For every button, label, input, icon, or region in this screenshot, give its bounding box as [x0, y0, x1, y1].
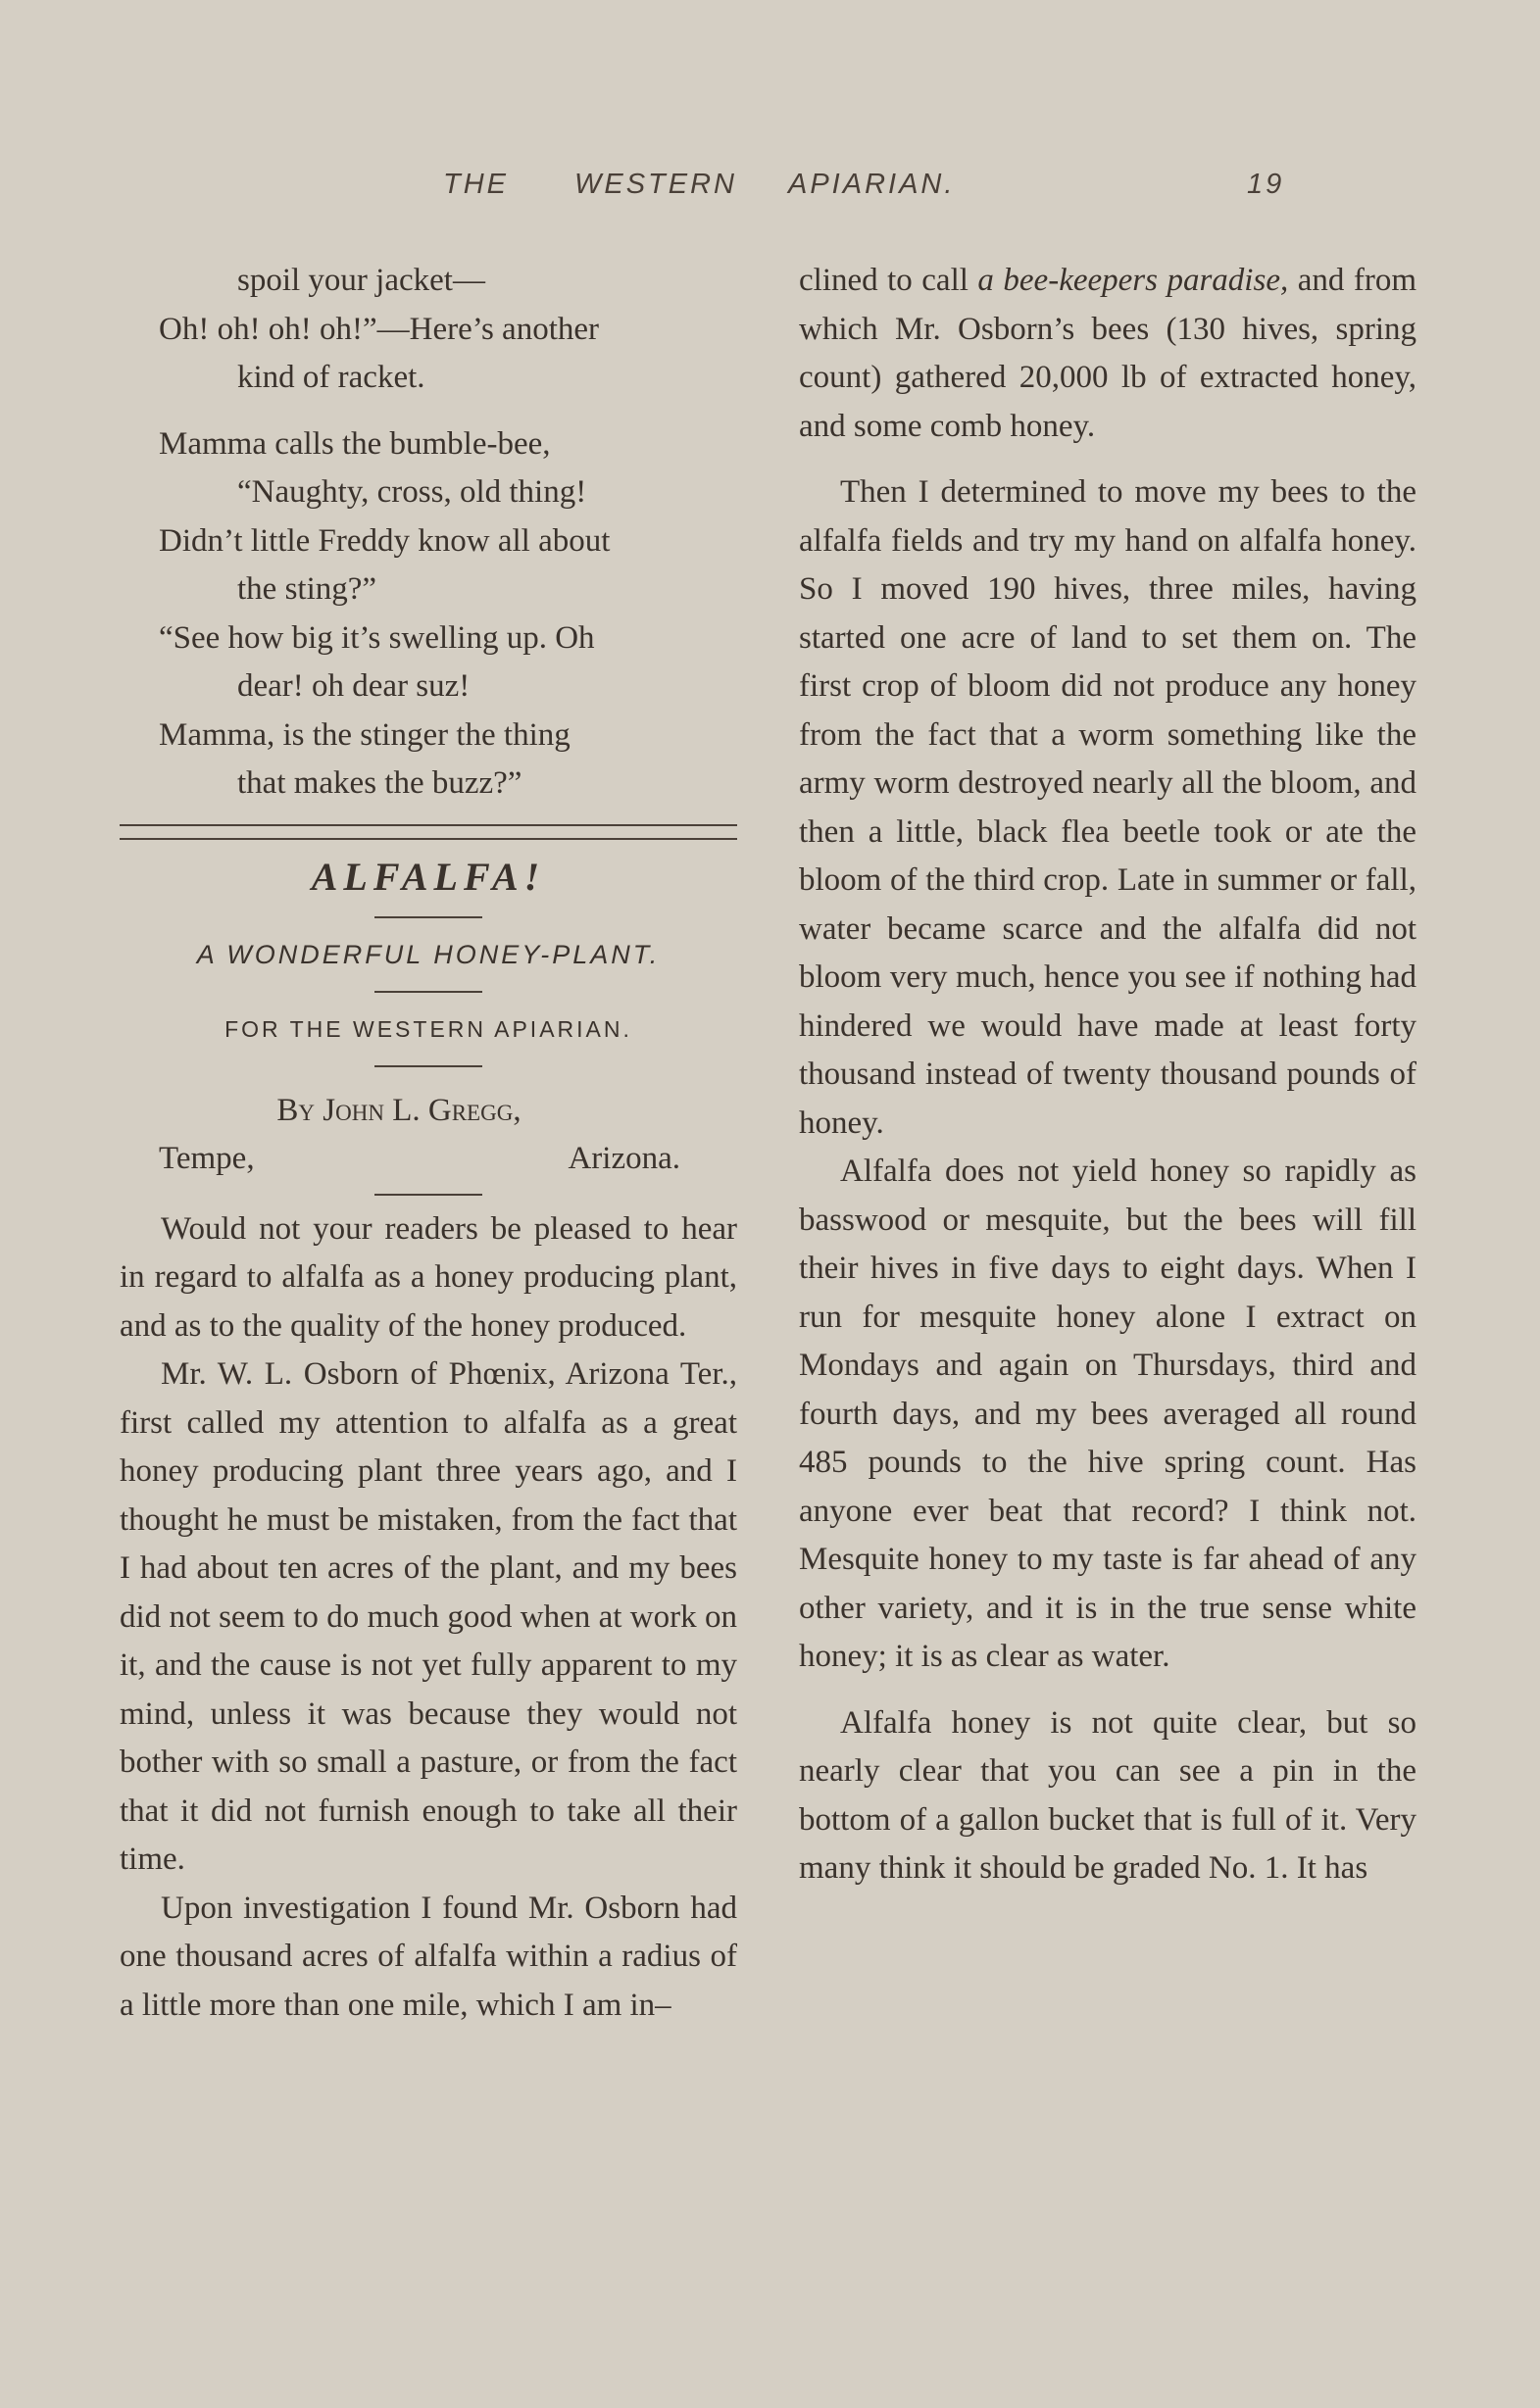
body-paragraph: Alfalfa does not yield honey so rapidly as basswood or mesquite, but the bees will fill their hives in five days to eight days. When I run for mesquite honey alone I extract on Mondays and again on Thursdays, third and fourth days, and my bees averaged all round 485 pounds to the hive spring count. Has anyone ever beat that record? I think not. Mesquite honey to my taste is far ahead of any other variety, and it is in the true sense white honey; it is as clear as water.	[799, 1154, 1416, 1674]
place-territory: Arizona.	[568, 1141, 680, 1176]
body-paragraph: Mr. W. L. Osborn of Phœnix, Arizona Ter., first called my attention to alfalfa as a great honey producing plant three years ago, and I thought he must be mistaken, from the fact that I had about ten acres of the plant, and my bees did not seem to do much good when at work on it, and the cause is not yet fully apparent to my mind, unless it was because they would not bother with so small a pasture, or from the fact that it did not furnish enough to take all their time.	[120, 1356, 737, 1877]
article-title: ALFALFA!	[311, 854, 546, 899]
poem-line: the sting?”	[237, 571, 377, 607]
left-column	[120, 257, 737, 2030]
header-western: WESTERN	[574, 169, 737, 200]
place-city: Tempe,	[159, 1141, 255, 1176]
poem-line: kind of racket.	[237, 360, 425, 395]
body-paragraph-continued	[799, 257, 1416, 451]
body-paragraph: Alfalfa honey is not quite clear, but so nearly clear that you can see a pin in the bottom of a gallon bucket that is full of it. Very many think it should be graded No. 1. It has	[799, 1704, 1416, 1886]
continued-text: and from which Mr. Osborn’s bees (130 hives, spring count) gathered 20,000 lb of extracted honey, and some comb honey.	[799, 263, 1417, 444]
section-divider	[120, 824, 737, 840]
poem	[120, 257, 737, 809]
body-paragraph: Upon investigation I found Mr. Osborn had one thousand acres of alfalfa within a radius of a little more than one mile, which I am in–	[120, 1890, 737, 2023]
article-credit: FOR THE WESTERN APIARIAN.	[224, 1015, 632, 1042]
header-the: THE	[443, 169, 509, 200]
poem-line: dear! oh dear suz!	[237, 668, 471, 704]
poem-line: Didn’t little Freddy know all about	[159, 522, 611, 559]
short-rule	[374, 1065, 482, 1067]
poem-line: “Naughty, cross, old thing!	[237, 474, 587, 510]
continued-text: clined to call	[799, 263, 969, 298]
short-rule	[374, 916, 482, 918]
page-number: 19	[1247, 169, 1285, 200]
dateline	[120, 1135, 737, 1184]
poem-line: “See how big it’s swelling up. Oh	[159, 619, 595, 656]
right-column	[799, 257, 1416, 1893]
italic-phrase: a bee-keepers paradise,	[977, 263, 1289, 298]
poem-line: Mamma calls the bumble-bee,	[159, 425, 551, 462]
body-paragraph: Would not your readers be pleased to hear in regard to alfalfa as a honey producing plant, and as to the quality of the honey produced.	[120, 1210, 737, 1344]
running-header	[0, 169, 1540, 208]
body-paragraph: Then I determined to move my bees to the alfalfa fields and try my hand on alfalfa honey. So I moved 190 hives, three miles, having started one acre of land to set them on. The first crop of bloom did not produce any honey from the fact that a worm something like the army worm destroyed nearly all the bloom, and then a little, black flea beetle took or ate the bloom of the third crop. Late in summer or fall, water became scarce and the alfalfa did not bloom very much, hence you see if nothing had hindered we would have made at least forty thousand instead of twenty thousand pounds of honey.	[799, 474, 1416, 1141]
header-apiarian: APIARIAN.	[788, 169, 956, 200]
byline: By John L. Gregg,	[276, 1092, 522, 1128]
poem-line: Oh! oh! oh! oh!”—Here’s another	[159, 311, 600, 347]
short-rule	[374, 1194, 482, 1196]
poem-line: Mamma, is the stinger the thing	[159, 716, 571, 753]
poem-line: that makes the buzz?”	[237, 765, 522, 801]
poem-line: spoil your jacket—	[237, 263, 485, 298]
article-subtitle: A WONDERFUL HONEY-PLANT.	[196, 939, 661, 969]
short-rule	[374, 991, 482, 993]
